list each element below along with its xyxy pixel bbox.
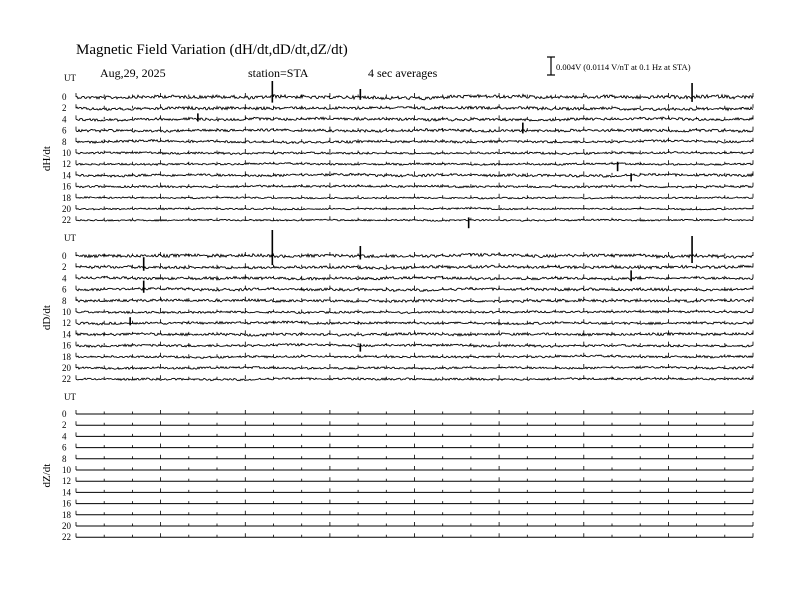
hour-label: 22 [62,374,71,385]
figure-title: Magnetic Field Variation (dH/dt,dD/dt,dZ/dt) [76,42,348,58]
hour-label: 20 [62,204,71,214]
hour-label: 12 [62,159,71,170]
segment-ticks [76,432,753,436]
hour-label: 16 [62,181,71,192]
segment-ticks [76,308,753,312]
hour-label: 4 [62,431,67,442]
hour-label: 10 [62,307,71,317]
segment-ticks [76,522,753,526]
hour-label: 8 [62,136,67,147]
segment-ticks [76,421,753,425]
hour-label: 14 [62,329,71,340]
segment-ticks [76,500,753,504]
segment-ticks [76,511,753,515]
hour-label: 0 [62,409,67,419]
hour-label: 20 [62,521,71,531]
segment-ticks [76,466,753,470]
hour-label: 8 [62,295,67,306]
ut-label: UT [64,392,76,402]
hour-label: 0 [62,251,67,261]
segment-ticks [76,410,753,414]
segment-ticks [76,488,753,492]
hour-label: 6 [62,284,67,295]
station-label: station=STA [248,66,309,80]
segment-ticks [76,455,753,459]
hour-label: 16 [62,340,71,351]
trace-row [76,219,753,221]
hour-label: 12 [62,318,71,329]
magnetogram-panels [41,73,753,542]
hour-label: 6 [62,442,67,453]
ut-label: UT [64,233,76,243]
scale-note: 0.004V (0.0114 V/nT at 0.1 Hz at STA) [556,62,691,72]
hour-label: 18 [62,351,71,362]
hour-label: 14 [62,170,71,181]
hour-label: 22 [62,215,71,226]
hour-label: 2 [62,262,67,273]
axis-label-1: dD/dt [41,305,53,331]
averaging-label: 4 sec averages [368,66,438,80]
hour-label: 20 [62,363,71,373]
hour-label: 12 [62,476,71,487]
hour-label: 18 [62,192,71,203]
hour-label: 4 [62,273,67,284]
hour-label: 16 [62,498,71,509]
hour-label: 2 [62,103,67,114]
hour-label: 14 [62,487,71,498]
ut-label: UT [64,73,76,83]
hour-label: 8 [62,453,67,464]
panel-dhdt [41,73,753,228]
panel-dddt [41,230,753,384]
panel-dzdt [41,392,753,542]
hour-label: 0 [62,92,67,102]
hour-label: 6 [62,125,67,136]
hour-label: 18 [62,509,71,520]
hour-label: 4 [62,114,67,125]
hour-label: 10 [62,465,71,475]
hour-label: 10 [62,148,71,158]
scale-bar [547,57,555,75]
segment-ticks [76,477,753,481]
segment-ticks [76,533,753,537]
axis-label-2: dZ/dt [41,463,53,488]
hour-label: 22 [62,532,71,543]
axis-label-0: dH/dt [41,146,53,172]
hour-label: 2 [62,420,67,431]
segment-ticks [76,444,753,448]
date-label: Aug,29, 2025 [100,66,166,80]
